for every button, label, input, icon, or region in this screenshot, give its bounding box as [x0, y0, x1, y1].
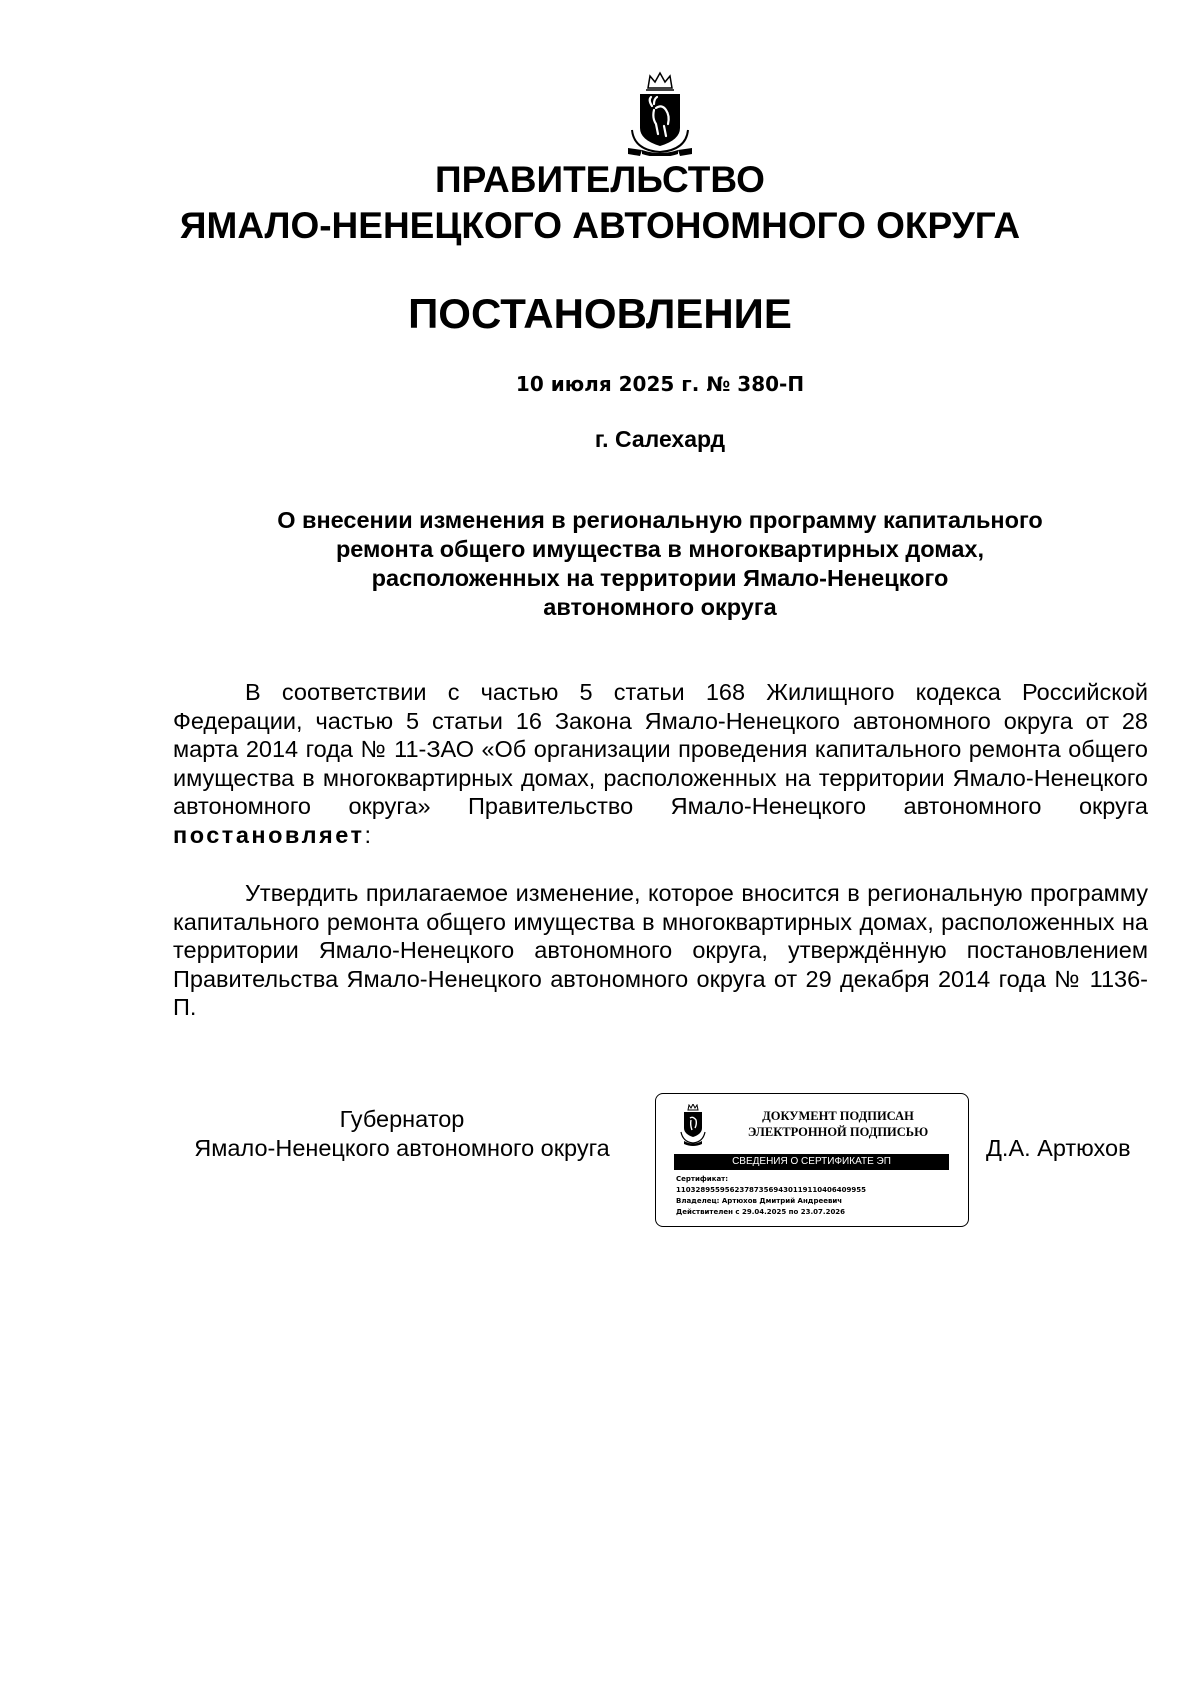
body-paragraph-1 [173, 678, 1148, 849]
certificate-info-bar: СВЕДЕНИЯ О СЕРТИФИКАТЕ ЭП [674, 1154, 949, 1170]
document-city: г. Салехард [594, 426, 726, 452]
government-title-line-2: ЯМАЛО-НЕНЕЦКОГО АВТОНОМНОГО ОКРУГА [179, 205, 1021, 246]
government-title [0, 157, 1200, 249]
stamp-heading-line-2: ЭЛЕКТРОННОЙ ПОДПИСЬЮ [747, 1125, 929, 1139]
certificate-number: 110328955956237873569430119110406409955 [676, 1186, 866, 1194]
paragraph-1-text: В соответствии с частью 5 статьи 168 Жилищного кодекса Российской Федерации, частью 5 статьи 16 Закона Ямало-Ненецкого автономного округа от 28 марта 2014 года № 11-ЗАО «Об организации проведения капитального ремонта общего имущества в многоквартирных домах, расположенных на территории Ямало-Ненецкого автономного округа» Правительство Ямало-Ненецкого автономного округа [173, 679, 1148, 819]
subject-line-4: автономного округа [543, 594, 777, 620]
stamp-heading [718, 1108, 958, 1140]
document-type: ПОСТАНОВЛЕНИЕ [408, 290, 792, 337]
signer-name: Д.А. Артюхов [986, 1135, 1131, 1161]
certificate-label: Сертификат: [676, 1175, 729, 1183]
paragraph-2-text: Утвердить прилагаемое изменение, которое вносится в региональную программу капитального ремонта общего имущества в многоквартирных домах, расположенных на территории Ямало-Ненецкого автономного округа, утверждённую постановлением Правительства Ямало-Ненецкого автономного округа от 29 декабря 2014 года № 1136-П. [173, 880, 1148, 1020]
decree-word: постановляет [173, 821, 365, 848]
subject-line-2: ремонта общего имущества в многоквартирных домах, [335, 536, 985, 562]
paragraph-1-end: : [364, 821, 372, 848]
coat-of-arms-emblem [624, 70, 696, 156]
signer-title [172, 1105, 632, 1163]
body-paragraph-2 [173, 879, 1148, 1022]
certificate-owner: Владелец: Артюхов Дмитрий Андреевич [676, 1197, 843, 1205]
signer-title-line-2: Ямало-Ненецкого автономного округа [194, 1135, 610, 1161]
subject-line-3: расположенных на территории Ямало-Ненецкого [371, 565, 949, 591]
document-subject [160, 506, 1160, 622]
stamp-emblem-icon [678, 1104, 708, 1146]
electronic-signature-stamp [655, 1093, 969, 1227]
government-title-line-1: ПРАВИТЕЛЬСТВО [435, 159, 765, 200]
subject-line-1: О внесении изменения в региональную программу капитального [277, 507, 1043, 533]
stamp-heading-line-1: ДОКУМЕНТ ПОДПИСАН [762, 1109, 914, 1123]
certificate-details [676, 1174, 961, 1218]
signer-title-line-1: Губернатор [339, 1106, 465, 1132]
certificate-validity: Действителен с 29.04.2025 по 23.07.2026 [676, 1208, 846, 1216]
document-date-number: 10 июля 2025 г. № 380-П [515, 372, 805, 396]
